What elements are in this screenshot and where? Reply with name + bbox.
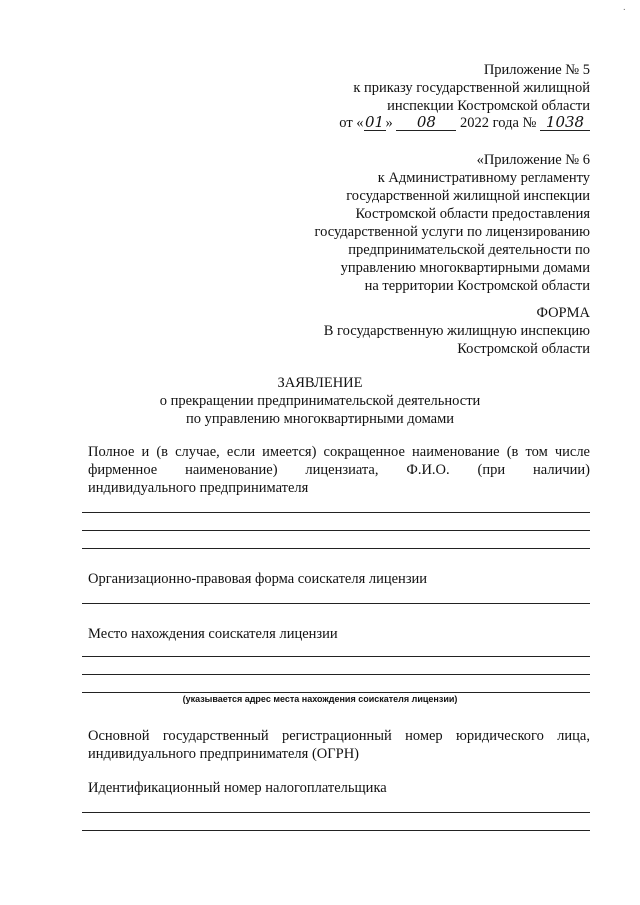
appendix-line: государственной жилищной инспекции <box>346 188 590 204</box>
appendix-line: Костромской области предоставления <box>355 206 590 222</box>
header-date-line <box>339 114 590 132</box>
form-label: ФОРМА <box>536 305 590 321</box>
ogrn-label-line: индивидуального предпринимателя (ОГРН) <box>88 746 359 762</box>
legal-form-label: Организационно-правовая форма соискателя лицензии <box>88 571 428 587</box>
appendix-line: к Административному регламенту <box>377 170 590 186</box>
location-input-line[interactable] <box>82 692 590 693</box>
appendix-line: управлению многоквартирными домами <box>340 260 590 276</box>
addressee-line: В государственную жилищную инспекцию <box>323 323 590 339</box>
appendix-line: предпринимательской деятельности по <box>348 242 590 258</box>
full-name-input-line[interactable] <box>82 512 590 513</box>
location-input-line[interactable] <box>82 656 590 657</box>
statement-title: ЗАЯВЛЕНИЕ <box>277 375 363 391</box>
location-note: (указывается адрес места нахождения соискателя лицензии) <box>182 694 458 704</box>
full-name-label-line: индивидуального предпринимателя <box>88 480 309 496</box>
legal-form-input-line[interactable] <box>82 603 590 604</box>
appendix-line: государственной услуги по лицензированию <box>314 224 590 240</box>
order-number: 1038 <box>540 115 590 131</box>
inn-label: Идентификационный номер налогоплательщика <box>88 780 387 796</box>
date-month: 08 <box>396 115 456 131</box>
inn-input-line[interactable] <box>82 812 590 813</box>
location-input-line[interactable] <box>82 674 590 675</box>
addressee-line: Костромской области <box>457 341 590 357</box>
date-year: 2022 года № <box>460 115 537 131</box>
date-day: 01 <box>365 113 385 131</box>
statement-subtitle: по управлению многоквартирными домами <box>185 411 455 427</box>
header-appendix-number: Приложение № 5 <box>483 62 590 78</box>
appendix-line: на территории Костромской области <box>364 278 590 294</box>
full-name-label-line: Полное и (в случае, если имеется) сокращенное наименование (в том числе <box>88 444 590 460</box>
location-label: Место нахождения соискателя лицензии <box>88 626 338 642</box>
date-prefix: от « <box>339 115 364 131</box>
header-order-line: к приказу государственной жилищной <box>353 80 590 96</box>
appendix-line: «Приложение № 6 <box>476 152 590 168</box>
ogrn-label-line: Основной государственный регистрационный номер юридического лица, <box>88 728 590 744</box>
header-inspection-line: инспекции Костромской области <box>387 98 590 114</box>
inn-input-line[interactable] <box>82 830 590 831</box>
full-name-label-line: фирменное наименование) лицензиата, Ф.И.О. (при наличии) <box>88 462 590 478</box>
date-mid: » <box>385 115 393 131</box>
full-name-input-line[interactable] <box>82 530 590 531</box>
corner-mark: · <box>622 4 626 15</box>
statement-subtitle: о прекращении предпринимательской деятельности <box>159 393 481 409</box>
full-name-input-line[interactable] <box>82 548 590 549</box>
